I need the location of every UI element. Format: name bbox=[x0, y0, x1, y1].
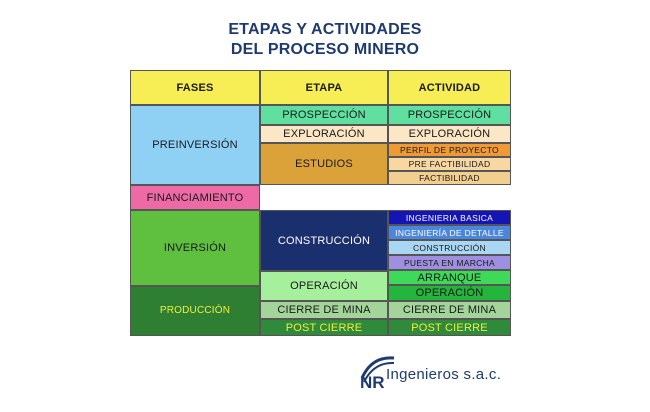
header-fases: FASES bbox=[130, 70, 260, 105]
etapa-estudios: ESTUDIOS bbox=[260, 143, 388, 185]
header-etapa: ETAPA bbox=[260, 70, 388, 105]
logo-company-name: Ingenieros s.a.c. bbox=[386, 366, 502, 383]
logo-brand: NR bbox=[360, 373, 385, 390]
actividad-factibilidad: FACTIBILIDAD bbox=[388, 171, 511, 185]
actividad-ingenieria-de-detalle: INGENIERÍA DE DETALLE bbox=[388, 225, 511, 240]
fase-inversion: INVERSIÓN bbox=[130, 210, 260, 286]
actividad-exploracion: EXPLORACIÓN bbox=[388, 125, 511, 143]
fase-produccion: PRODUCCIÓN bbox=[130, 286, 260, 336]
actividad-perfil-de-proyecto: PERFIL DE PROYECTO bbox=[388, 143, 511, 157]
actividad-puesta-en-marcha: PUESTA EN MARCHA bbox=[388, 255, 511, 270]
fase-preinversion: PREINVERSIÓN bbox=[130, 105, 260, 185]
etapa-cierre-de-mina: CIERRE DE MINA bbox=[260, 301, 388, 319]
actividad-arranque: ARRANQUE bbox=[388, 270, 511, 285]
etapa-post-cierre: POST CIERRE bbox=[260, 319, 388, 336]
actividad-ingenieria-basica: INGENIERIA BASICA bbox=[388, 210, 511, 225]
actividad-cierre-de-mina: CIERRE DE MINA bbox=[388, 301, 511, 319]
actividad-construccion: CONSTRUCCIÓN bbox=[388, 240, 511, 255]
etapa-exploracion: EXPLORACIÓN bbox=[260, 125, 388, 143]
diagram-title-line2: DEL PROCESO MINERO bbox=[230, 41, 420, 58]
header-actividad: ACTIVIDAD bbox=[388, 70, 511, 105]
actividad-operacion: OPERACIÓN bbox=[388, 285, 511, 301]
etapa-operacion: OPERACIÓN bbox=[260, 271, 388, 301]
diagram-title-line1: ETAPAS Y ACTIVIDADES bbox=[228, 21, 422, 38]
etapa-construccion: CONSTRUCCIÓN bbox=[260, 210, 388, 271]
actividad-pre-factibilidad: PRE FACTIBILIDAD bbox=[388, 157, 511, 171]
actividad-prospeccion: PROSPECCIÓN bbox=[388, 105, 511, 125]
etapa-prospeccion: PROSPECCIÓN bbox=[260, 105, 388, 125]
actividad-post-cierre: POST CIERRE bbox=[388, 319, 511, 336]
fase-financiamiento: FINANCIAMIENTO bbox=[130, 185, 260, 210]
